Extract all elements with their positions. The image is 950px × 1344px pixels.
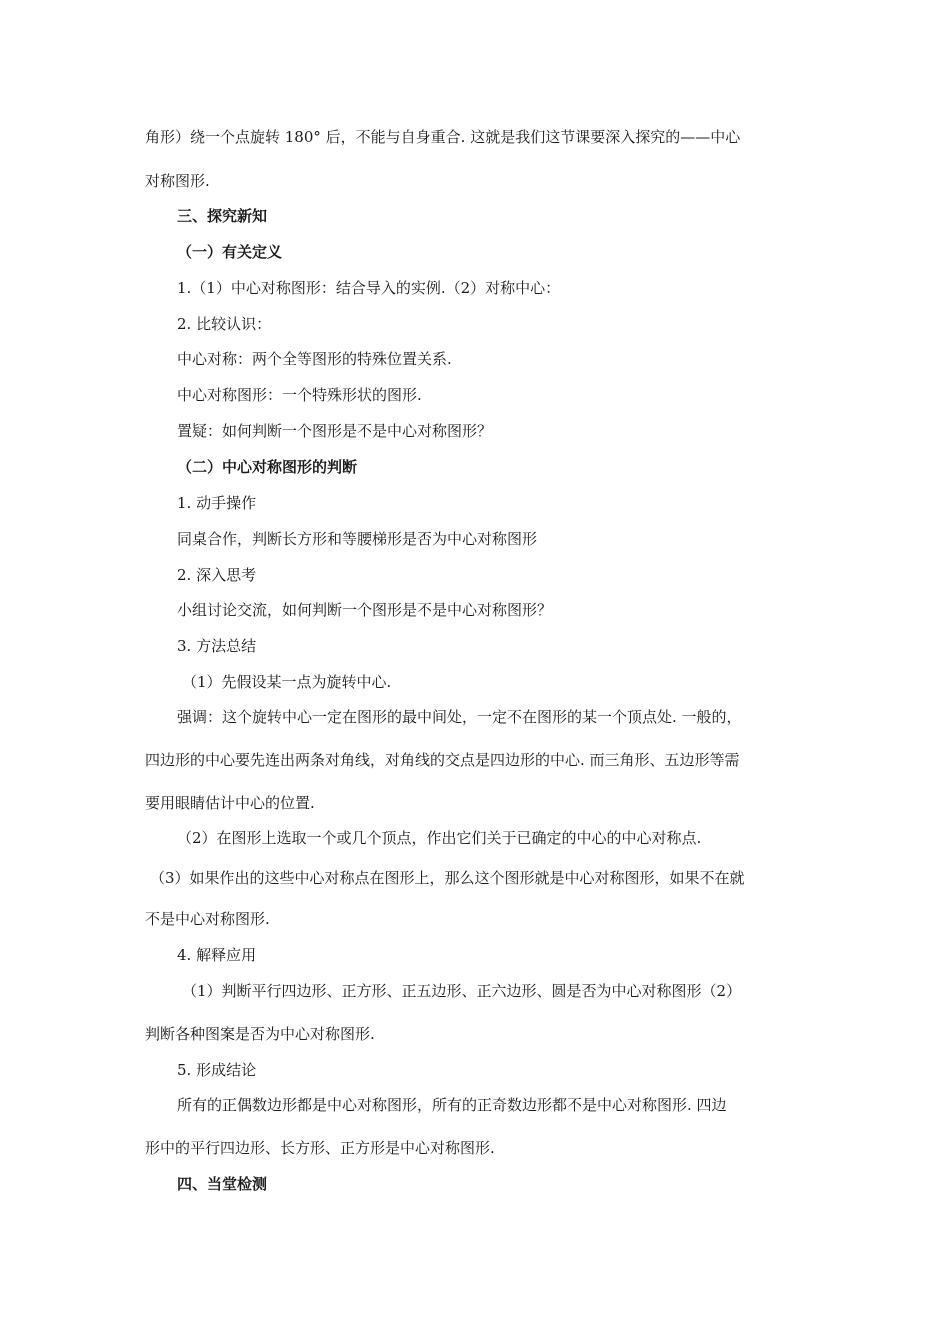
paragraph-line: 3. 方法总结 — [177, 637, 257, 655]
paragraph-line: （1）先假设某一点为旋转中心. — [182, 673, 392, 691]
subsection-heading: （二）中心对称图形的判断 — [177, 458, 358, 476]
paragraph-line: 1.（1）中心对称图形：结合导入的实例.（2）对称中心： — [177, 279, 561, 297]
paragraph-line: 2. 比较认识： — [177, 315, 272, 333]
paragraph-line: （1）判断平行四边形、正方形、正五边形、正六边形、圆是否为中心对称图形（2） — [182, 982, 742, 1000]
paragraph-line: 对称图形. — [145, 172, 210, 190]
paragraph-line: 所有的正偶数边形都是中心对称图形，所有的正奇数边形都不是中心对称图形. 四边 — [177, 1096, 727, 1114]
paragraph-line: 5. 形成结论 — [177, 1061, 257, 1079]
paragraph-line: 角形）绕一个点旋转 180° 后，不能与自身重合. 这就是我们这节课要深入探究的——中心 — [145, 128, 741, 146]
section-heading: 四、当堂检测 — [177, 1175, 268, 1193]
paragraph-line: 强调：这个旋转中心一定在图形的最中间处，一定不在图形的某一个顶点处. 一般的， — [177, 708, 742, 726]
subsection-heading: （一）有关定义 — [177, 243, 283, 261]
paragraph-line: 同桌合作，判断长方形和等腰梯形是否为中心对称图形 — [177, 530, 538, 548]
paragraph-line: 形中的平行四边形、长方形、正方形是中心对称图形. — [145, 1139, 495, 1157]
paragraph-line: 置疑：如何判断一个图形是不是中心对称图形？ — [177, 422, 493, 440]
paragraph-line: 中心对称：两个全等图形的特殊位置关系. — [177, 350, 452, 368]
section-heading: 三、探究新知 — [177, 207, 268, 225]
paragraph-line: 四边形的中心要先连出两条对角线，对角线的交点是四边形的中心. 而三角形、五边形等需 — [145, 751, 740, 769]
paragraph-line: 4. 解释应用 — [177, 946, 257, 964]
paragraph-line: （2）在图形上选取一个或几个顶点，作出它们关于已确定的中心的中心对称点. — [177, 829, 702, 847]
paragraph-line: 要用眼睛估计中心的位置. — [145, 794, 315, 812]
paragraph-line: 小组讨论交流，如何判断一个图形是不是中心对称图形？ — [177, 601, 553, 619]
paragraph-line: 2. 深入思考 — [177, 566, 257, 584]
paragraph-line: 判断各种图案是否为中心对称图形. — [145, 1025, 375, 1043]
paragraph-line: 不是中心对称图形. — [145, 910, 270, 928]
paragraph-line: （3）如果作出的这些中心对称点在图形上，那么这个图形就是中心对称图形，如果不在就 — [150, 869, 745, 887]
paragraph-line: 中心对称图形：一个特殊形状的图形. — [177, 386, 422, 404]
paragraph-line: 1. 动手操作 — [177, 494, 257, 512]
